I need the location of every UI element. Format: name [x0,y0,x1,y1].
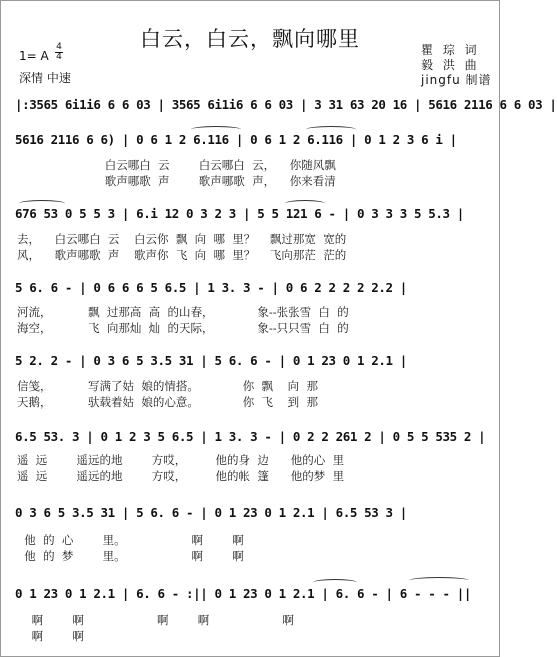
lyric-line: 遥 远 遥远的地 方哎， 他的帐 篷 他的梦 里 [17,469,345,483]
time-signature-top: 4 [56,42,62,52]
notation-line: 5 6. 6 - | 0 6 6 6 5 6.5 | 1 3. 3 - | 0 6 2 2 2 2 2.2 | [15,280,407,295]
lyric-line: 天鹅， 驮载着姑 娘的心意。 你 飞 到 那 [17,395,318,409]
slur-mark [306,126,356,133]
transcriber-credit: jingfu 制谱 [421,73,492,87]
slur-mark [191,126,241,133]
lyric-line: 去， 白云哪白 云 白云你 飘 向 哪 里？ 飘过那宽 宽的 [17,232,347,246]
notation-line: 5 2. 2 - | 0 3 6 5 3.5 31 | 5 6. 6 - | 0 1 23 0 1 2.1 | [15,353,407,368]
lyric-line: 海空， 飞 向那灿 灿 的天际， 象--只只雪 白 的 [17,321,349,335]
lyric-line: 啊 啊 啊 啊 啊 [17,613,294,627]
lyric-line: 河流， 飘 过那高 高 的山春， 象--张张雪 白 的 [17,305,349,319]
song-title: 白云，白云，飘向哪里 [140,27,360,51]
time-signature-bottom: 4 [56,52,62,62]
composer-credit: 毅 洪 曲 [421,58,480,72]
lyric-line: 他 的 心 里。 啊 啊 [17,533,244,547]
slur-mark [313,579,357,586]
tempo-marking: 深情 中速 [19,71,71,85]
notation-line: 676 53 0 5 5 3 | 6.i 12 0 3 2 3 | 5 5 121 6 - | 0 3 3 3 5 5.3 | [15,206,464,221]
lyric-line: 他 的 梦 里。 啊 啊 [17,549,244,563]
notation-line: 0 1 23 0 1 2.1 | 6. 6 - :|| 0 1 23 0 1 2.1 | 6. 6 - | 6 - - - || [15,586,472,601]
time-signature [55,43,63,62]
lyric-line: 白云哪白 云 白云哪白 云， 你随风飘 [17,158,336,172]
notation-line: 5616 2116 6 6) | 0 6 1 2 6.116 | 0 6 1 2 6.116 | 0 1 2 3 6 i | [15,132,457,147]
lyric-line: 啊 啊 [17,629,84,643]
key-signature: 1= A [19,49,49,63]
slur-mark [19,200,65,207]
lyricist-credit: 瞿 琮 词 [421,43,480,57]
lyric-line: 风， 歌声哪歌 声 歌声你 飞 向 哪 里？ 飞向那茫 茫的 [17,248,347,262]
notation-line: |:3565 6i1i6 6 6 03 | 3565 6i1i6 6 6 03 | 3 31 63 20 16 | 5616 2116 6 6 03 | [15,97,557,112]
notation-line: 6.5 53. 3 | 0 1 2 3 5 6.5 | 1 3. 3 - | 0 2 2 261 2 | 0 5 5 535 2 | [15,429,486,444]
lyric-line: 歌声哪歌 声 歌声哪歌 声， 你来看清 [17,174,336,188]
slur-mark [285,200,325,207]
lyric-line: 遥 远 遥远的地 方哎， 他的身 边 他的心 里 [17,453,345,467]
fermata-arc [409,577,469,584]
notation-line: 0 3 6 5 3.5 31 | 5 6. 6 - | 0 1 23 0 1 2.1 | 6.5 53 3 | [15,505,407,520]
lyric-line: 信笺， 写满了姑 娘的情搭。 你 飘 向 那 [17,379,318,393]
